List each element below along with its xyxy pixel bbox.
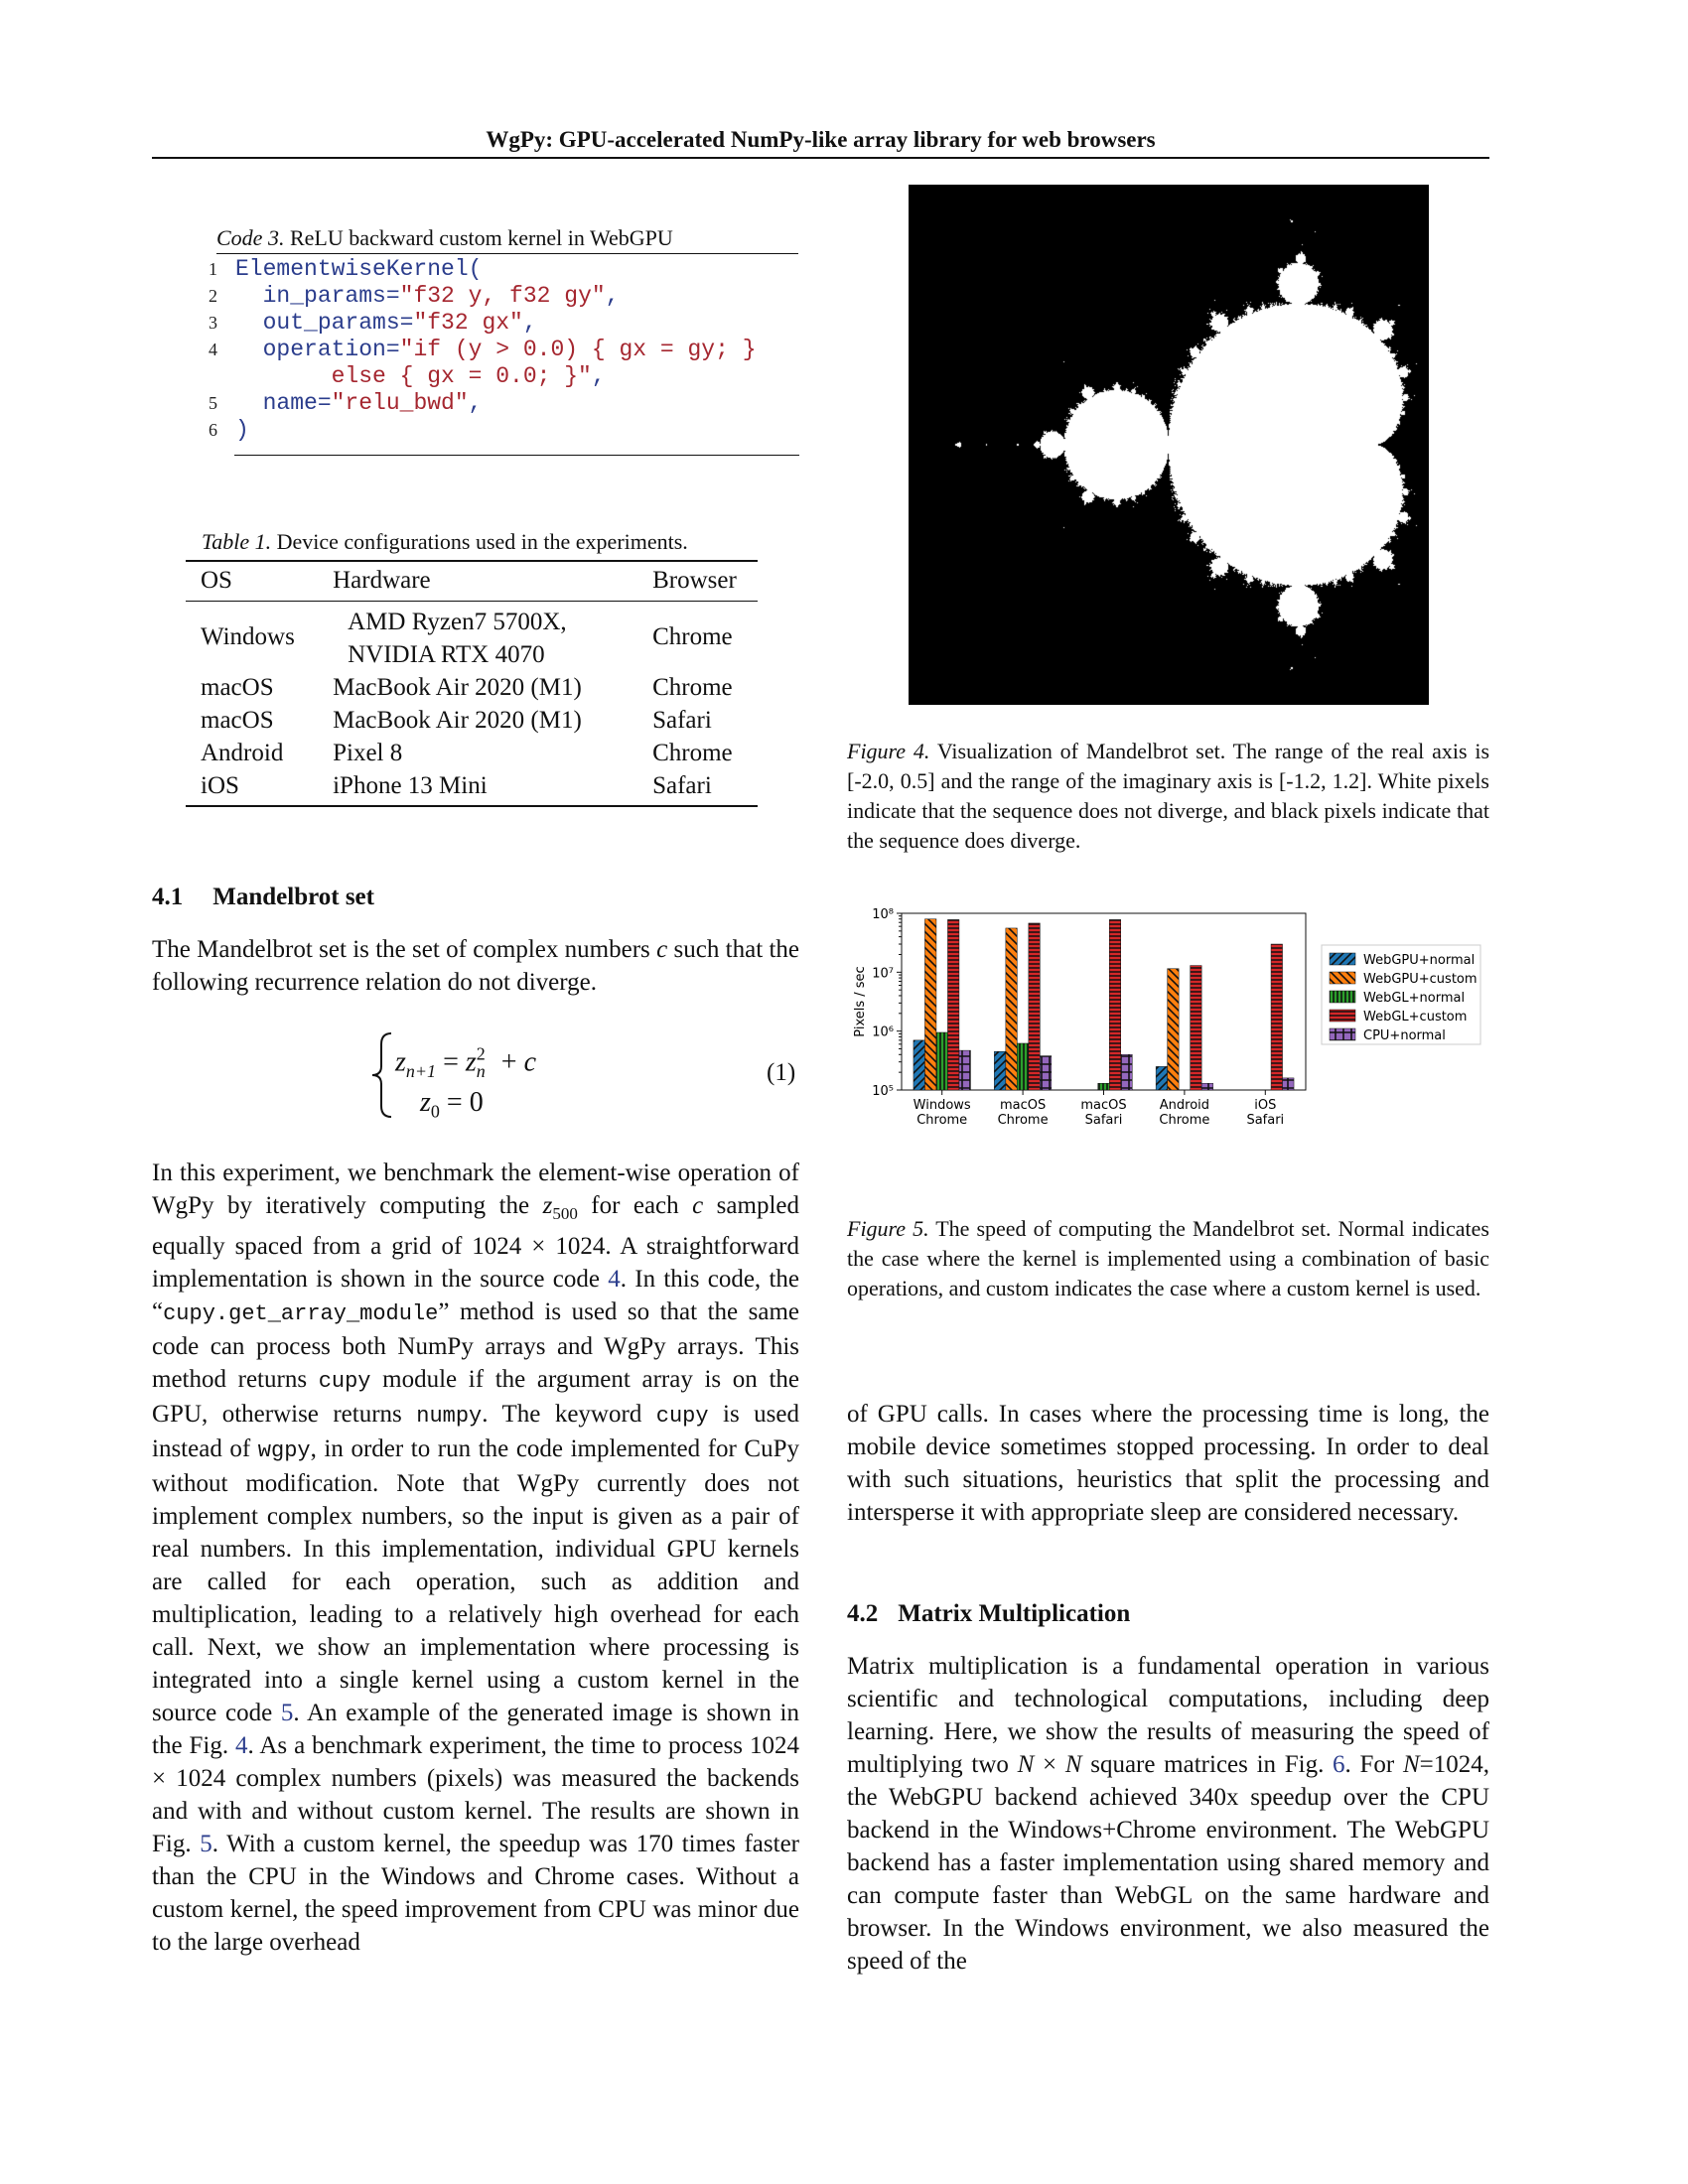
left-body-paragraph: In this experiment, we benchmark the element-wise operation of WgPy by iteratively computing the $z_{500}$ for each c sampled equally spaced from a grid of 1024 × 1024. A straightforward implementation is shown in the source code 4. In this code, the “cupy.get_array_module” method is used so that the same code can process both NumPy arrays and WgPy arrays. This method returns cupy module if the argument array is on the GPU, otherwise returns numpy. The keyword cupy is used instead of wgpy, in order to run the code implemented for CuPy without modification. Note that WgPy currently does not implement complex numbers, so the input is given as a pair of real numbers. In this implementation, individual GPU kernels are called for each operation, such as addition and multiplication, leading to a relatively high overhead for each call. Next, we show an implementation where processing is integrated into a single kernel using a custom kernel in the source code 5. An example of the generated image is shown in the Fig. 4. As a benchmark experiment, the time to process 1024 × 1024 complex numbers (pixels) was measured the backends and with and without custom kernel. The results are shown in Fig. 5. With a custom kernel, the speedup was 170 times faster than the CPU in the Windows and Chrome cases. Without a custom kernel, the speed improvement from CPU was minor due to the large overhead — [152, 1160, 799, 1956]
bar-webgpu-normal — [994, 1051, 1006, 1090]
speed-bar-chart — [847, 901, 1482, 1150]
table1-caption — [202, 529, 758, 555]
table-header-cell: Browser — [637, 561, 758, 602]
table-row — [186, 671, 758, 704]
x-tick-label: Chrome — [1159, 1113, 1210, 1128]
code-line — [204, 363, 799, 390]
running-header: WgPy: GPU-accelerated NumPy-like array library for web browsers — [486, 127, 1156, 152]
code-token: name= — [235, 390, 332, 416]
y-tick-label: 10⁷ — [872, 966, 894, 982]
table-cell-line: AMD Ryzen7 5700X, — [348, 609, 567, 635]
table-header-cell: Hardware — [318, 561, 637, 602]
code-line — [204, 390, 799, 417]
code-token: , — [468, 390, 483, 416]
code-string: "relu_bwd" — [331, 390, 469, 416]
code-line-number: 1 — [209, 259, 217, 279]
code-token: , — [591, 363, 606, 389]
table-cell: Android — [201, 740, 284, 766]
code-string: else { gx = 0.0; }" — [235, 363, 592, 389]
table-cell: MacBook Air 2020 (M1) — [333, 674, 582, 701]
table-cell: Chrome — [652, 740, 733, 766]
legend-label: WebGPU+custom — [1363, 972, 1477, 987]
code-token: ) — [235, 417, 249, 443]
code-line-number: 4 — [209, 340, 217, 359]
code-string: "f32 y, f32 gy" — [399, 283, 606, 309]
bar-webgl-normal — [1098, 1083, 1110, 1090]
code-line — [204, 337, 799, 363]
figure5-caption-label: Figure 5. — [847, 1216, 929, 1241]
right-paragraph-1: of GPU calls. In cases where the processing time is long, the mobile device sometimes stopped processing. In order to deal with such situations, heuristics that split the processing and intersperse it with appropriate sleep are considered necessary. — [847, 1401, 1489, 1526]
mandelbrot-figure — [909, 185, 1429, 705]
code3-listing — [204, 256, 799, 444]
x-tick-label: Chrome — [916, 1113, 968, 1128]
section-4-1-heading — [152, 884, 374, 911]
figure4-caption — [847, 737, 1489, 856]
code-line-text — [235, 283, 620, 310]
table-row — [186, 737, 758, 769]
bar-cpu-normal — [959, 1050, 971, 1090]
x-tick-label: macOS — [1080, 1098, 1127, 1113]
bar-webgl-custom — [1029, 923, 1041, 1090]
code-string: "if (y > 0.0) { gx = gy; } — [399, 337, 757, 362]
mandelbrot-canvas — [909, 185, 1429, 705]
x-tick-label: Chrome — [997, 1113, 1049, 1128]
table-cell — [318, 602, 637, 672]
bar-cpu-normal — [1040, 1056, 1052, 1090]
right-paragraph-2: Matrix multiplication is a fundamental operation in various scientific and technological computations, including deep learning. Here, we show the results of measuring the speed of multiplying two N × N square matrices in Fig. 6. For N=1024, the WebGPU backend achieved 340x speedup over the CPU backend in the Windows+Chrome environment. The WebGPU backend has a faster implementation using shared memory and can compute faster than WebGL on the same hardware and browser. In the Windows environment, we also measured the speed of the — [847, 1653, 1489, 1975]
table1-caption-text: Device configurations used in the experiments. — [271, 529, 688, 554]
y-tick-label: 10⁵ — [872, 1084, 894, 1099]
code-line — [204, 417, 799, 444]
bar-webgpu-custom — [1006, 928, 1018, 1090]
x-tick-label: iOS — [1254, 1098, 1277, 1113]
bar-cpu-normal — [1283, 1078, 1295, 1090]
bar-webgl-custom — [1109, 919, 1121, 1090]
device-table-body — [186, 602, 758, 807]
code-line-text — [235, 256, 482, 283]
code-line — [204, 256, 799, 283]
code-line-text — [235, 337, 757, 363]
table-cell: Safari — [637, 769, 758, 806]
code-token: out_params= — [235, 310, 414, 336]
section-4-1-title: Mandelbrot set — [212, 884, 374, 910]
code-line-number: 6 — [209, 420, 217, 440]
code3-bottom-rule — [234, 455, 799, 456]
legend-label: WebGL+normal — [1363, 991, 1466, 1006]
table-row — [186, 602, 758, 672]
table-cell: Windows — [201, 622, 295, 650]
equation-number: (1) — [767, 1059, 796, 1086]
table-row — [186, 704, 758, 737]
bar-webgl-normal — [1017, 1043, 1029, 1090]
code-line — [204, 283, 799, 310]
table-cell: Chrome — [652, 674, 733, 701]
bar-webgpu-normal — [914, 1040, 925, 1090]
figure4-caption-label: Figure 4. — [847, 739, 930, 763]
code-line-number: 2 — [209, 286, 217, 306]
code-line — [204, 310, 799, 337]
section-4-2-title: Matrix Multiplication — [898, 1600, 1131, 1627]
table-cell: iPhone 13 Mini — [318, 769, 637, 806]
code-line-text — [235, 310, 537, 337]
bar-webgl-custom — [1191, 966, 1202, 1090]
section-4-2-heading — [847, 1600, 1130, 1628]
equation-line-2: $z_0 = 0$ — [420, 1087, 484, 1122]
legend-swatch — [1330, 1028, 1355, 1040]
code-line-text — [235, 363, 606, 390]
table-cell: iOS — [186, 769, 318, 806]
figure4-caption-text: Visualization of Mandelbrot set. The range of the real axis is [-2.0, 0.5] and the range of the imaginary axis is [-1.2, 1.2]. White pixels indicate that the sequence does not diverge, and black pixels indicate that the sequence does diverge. — [847, 739, 1490, 853]
x-tick-label: macOS — [999, 1098, 1047, 1113]
bar-webgpu-normal — [1156, 1066, 1168, 1090]
code-line-text — [235, 390, 482, 417]
code-line-number: 5 — [209, 393, 217, 413]
legend-label: WebGL+custom — [1363, 1010, 1468, 1024]
legend-label: CPU+normal — [1363, 1028, 1446, 1043]
device-table-header — [186, 561, 758, 602]
legend-swatch — [1330, 991, 1355, 1003]
code-token: ElementwiseKernel( — [235, 256, 483, 282]
code-token: , — [522, 310, 537, 336]
bar-webgl-normal — [936, 1032, 948, 1090]
table-cell: Pixel 8 — [333, 740, 403, 766]
x-tick-label: Safari — [1246, 1113, 1285, 1128]
figure5-caption-text: The speed of computing the Mandelbrot set. Normal indicates the case where the kernel is implemented using a combination of basic operations, and custom indicates the case where a custom kernel is used. — [847, 1216, 1489, 1300]
bar-cpu-normal — [1121, 1054, 1133, 1090]
x-tick-label: Android — [1159, 1098, 1210, 1113]
code3-caption-label: Code 3. — [216, 225, 285, 250]
code-token: operation= — [235, 337, 400, 362]
table-header-cell: OS — [186, 561, 318, 602]
y-tick-label: 10⁶ — [872, 1024, 894, 1040]
bar-webgpu-custom — [924, 919, 936, 1090]
table-cell: Safari — [652, 707, 712, 734]
y-axis-label: Pixels / sec — [853, 966, 868, 1037]
x-tick-label: Safari — [1084, 1113, 1123, 1128]
code-token: in_params= — [235, 283, 400, 309]
intro-paragraph: The Mandelbrot set is the set of complex numbers c such that the following recurrence relation do not diverge. — [152, 936, 799, 996]
x-tick-label: Windows — [913, 1098, 971, 1113]
table-cell: macOS — [201, 707, 274, 734]
section-4-1-number: 4.1 — [152, 884, 184, 910]
device-table — [186, 560, 758, 807]
table-cell: MacBook Air 2020 (M1) — [333, 707, 582, 734]
figure5-caption — [847, 1214, 1489, 1303]
table-cell: Chrome — [652, 622, 733, 650]
code-line-text — [235, 417, 249, 444]
bar-webgl-custom — [947, 919, 959, 1090]
code-line-number: 3 — [209, 313, 217, 333]
section-4-2-number: 4.2 — [847, 1600, 879, 1627]
bar-webgl-custom — [1271, 944, 1283, 1090]
bar-cpu-normal — [1201, 1083, 1213, 1090]
table-cell: macOS — [201, 674, 274, 701]
code-string: "f32 gx" — [413, 310, 523, 336]
table-row — [186, 769, 758, 806]
legend-swatch — [1330, 953, 1355, 965]
bar-webgpu-custom — [1168, 969, 1180, 1090]
table1-caption-label: Table 1. — [202, 529, 272, 554]
legend-swatch — [1330, 1010, 1355, 1022]
figure5-chart — [847, 901, 1482, 1150]
code3-caption-text: ReLU backward custom kernel in WebGPU — [284, 225, 673, 250]
table-cell-line: NVIDIA RTX 4070 — [348, 641, 545, 668]
code3-caption — [216, 225, 798, 254]
y-tick-label: 10⁸ — [872, 907, 894, 922]
brace-icon — [369, 1030, 395, 1120]
equation-line-1: $z_{n+1} = z^2_n + c$ — [395, 1044, 536, 1081]
legend-label: WebGPU+normal — [1363, 953, 1476, 968]
legend-swatch — [1330, 972, 1355, 984]
code-token: , — [605, 283, 620, 309]
header-rule — [152, 157, 1489, 159]
